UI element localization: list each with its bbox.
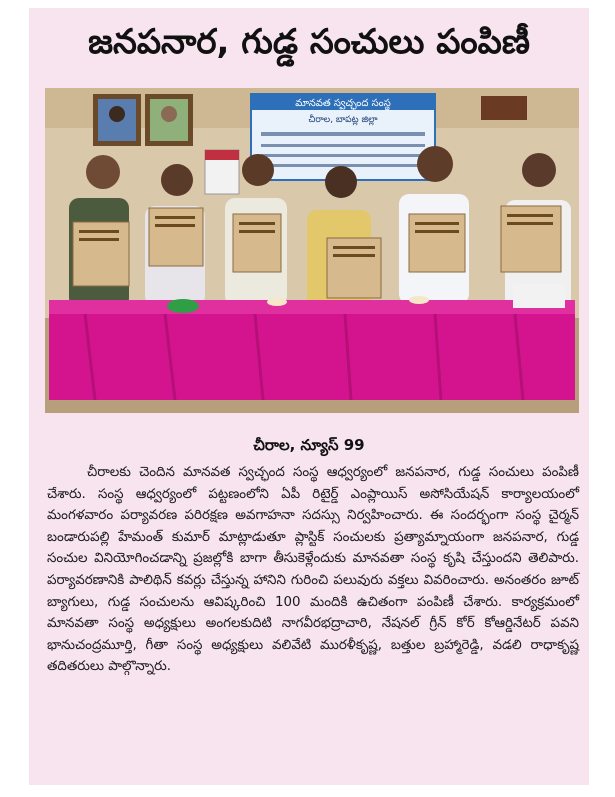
headline: జనపనార, గుడ్డ సంచులు పంపిణీ <box>88 22 530 62</box>
white-cloth-bag <box>513 284 565 308</box>
event-photo <box>45 88 579 413</box>
newspaper-clipping <box>29 8 589 785</box>
banner-stripe <box>261 154 425 157</box>
banner-line2: చీరాల, బాపట్ల జిల్లా <box>308 115 378 125</box>
banner-stripe <box>261 132 425 136</box>
wall-picture <box>481 96 527 120</box>
portrait-1-face <box>109 106 125 122</box>
calendar-header <box>205 150 239 160</box>
green-bag <box>167 299 199 313</box>
dateline: చీరాల, న్యూస్ 99 <box>253 436 365 454</box>
event-photo-illustration <box>45 88 579 413</box>
article-body: చీరాలకు చెందిన మానవత స్వచ్ఛంద సంస్థ ఆధ్వర్యంలో జనపనార, గుడ్డ సంచులు పంపిణీ చేశారు. సంస్థ ఆధ్వర్యంలో పట్టణంలోని ఏపీ రిటైర్డ్ ఎంప్లాయిస్ అసోసియేషన్ కార్యాలయంలో మంగళవారం పర్యావరణ పరిరక్షణ అవగాహనా సదస్సు నిర్వహించారు. ఈ సందర్భంగా సంస్థ చైర్మన్ బండారుపల్లి హేమంత్ కుమార్ మాట్లాడుతూ ప్లాస్టిక్ సంచులకు ప్రత్యామ్నాయంగా జనపనార, గుడ్డ సంచుల వినియోగించడాన్ని ప్రజల్లోకి బాగా తీసుకెళ్లేందుకు మానవతా సంస్థ కృషి చేస్తుందని తెలిపారు. పర్యావరణానికి పాలిథిన్ కవర్లు చేస్తున్న హానిని గురించి పలువురు వక్తలు వివరించారు. అనంతరం జూట్ బ్యాగులు, గుడ్డ సంచులను ఆవిష్కరించి 100 మందికి ఉచితంగా పంపిణీ చేశారు. కార్యక్రమంలో మానవతా సంస్థ అధ్యక్షులు అంగలకుదిటి నాగవీరభద్రాచారి, నేషనల్ గ్రీన్ కోర్ కోఆర్డినేటర్ పవని భానుచంద్రమూర్తి, గీతా సంస్థ అధ్యక్షులు వలివేటి మురళీకృష్ణ, బత్తుల బ్రహ్మారెడ్డి, వడలి రాధాకృష్ణ తదితరులు పాల్గొన్నారు. <box>47 465 579 675</box>
plate <box>267 298 287 306</box>
portrait-2-face <box>161 106 177 122</box>
pink-tablecloth <box>49 300 575 400</box>
table-top <box>49 300 575 314</box>
plate <box>409 296 429 304</box>
banner-stripe <box>261 144 425 147</box>
banner-line1: మానవత స్వచ్ఛంద సంస్థ <box>295 98 391 109</box>
